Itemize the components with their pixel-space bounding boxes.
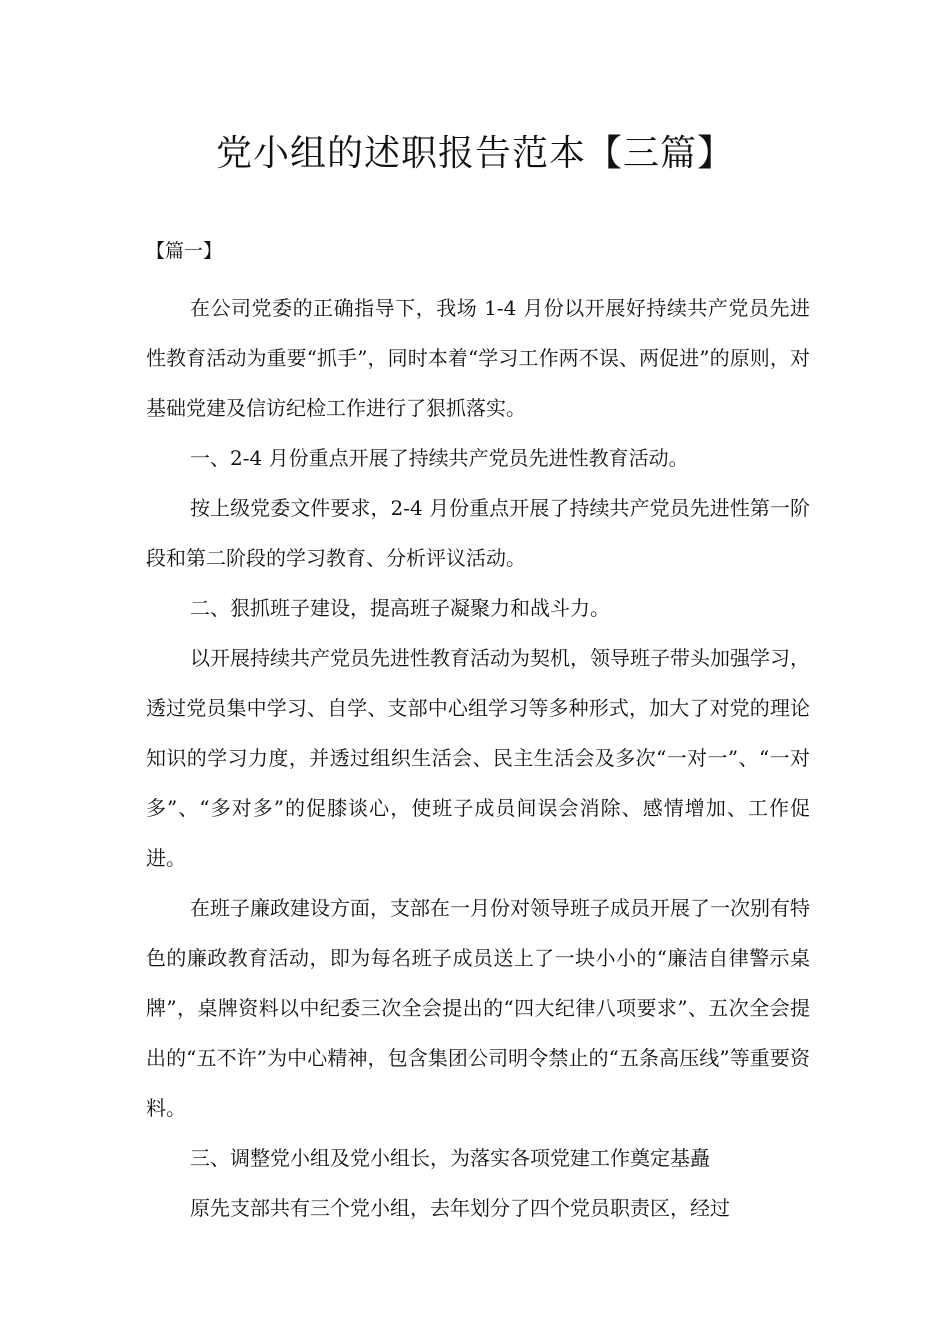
paragraph: 原先支部共有三个党小组，去年划分了四个党员职责区，经过 (190, 1196, 730, 1220)
section-heading: 二、狠抓班子建设，提高班子凝聚力和战斗力。 (190, 596, 610, 620)
document-body (146, 283, 810, 1233)
section-label: 【篇一】 (146, 240, 223, 262)
paragraph: 在班子廉政建设方面，支部在一月份对领导班子成员开展了一次别有特色的廉政教育活动，即为每名班子成员送上了一块小小的“廉洁自律警示桌牌”，桌牌资料以中纪委三次全会提出的“四大纪律八项要求”、五次全会提出的“五不许”为中心精神，包含集团公司明令禁止的“五条高压线”等重要资料。 (146, 896, 810, 1120)
section-heading: 三、调整党小组及党小组长，为落实各项党建工作奠定基矗 (190, 1146, 710, 1170)
section-heading: 一、2-4 月份重点开展了持续共产党员先进性教育活动。 (190, 446, 689, 470)
paragraph: 在公司党委的正确指导下，我场 1-4 月份以开展好持续共产党员先进性教育活动为重要“抓手”，同时本着“学习工作两不误、两促进”的原则，对基础党建及信访纪检工作进行了狠抓落实。 (146, 296, 810, 420)
paragraph: 按上级党委文件要求，2-4 月份重点开展了持续共产党员先进性第一阶段和第二阶段的学习教育、分析评议活动。 (146, 496, 810, 570)
document-title: 党小组的述职报告范本【三篇】 (215, 133, 734, 174)
paragraph: 以开展持续共产党员先进性教育活动为契机，领导班子带头加强学习，透过党员集中学习、自学、支部中心组学习等多种形式，加大了对党的理论知识的学习力度，并透过组织生活会、民主生活会及多次“一对一”、“一对多”、“多对多”的促膝谈心，使班子成员间误会消除、感情增加、工作促进。 (146, 646, 810, 870)
